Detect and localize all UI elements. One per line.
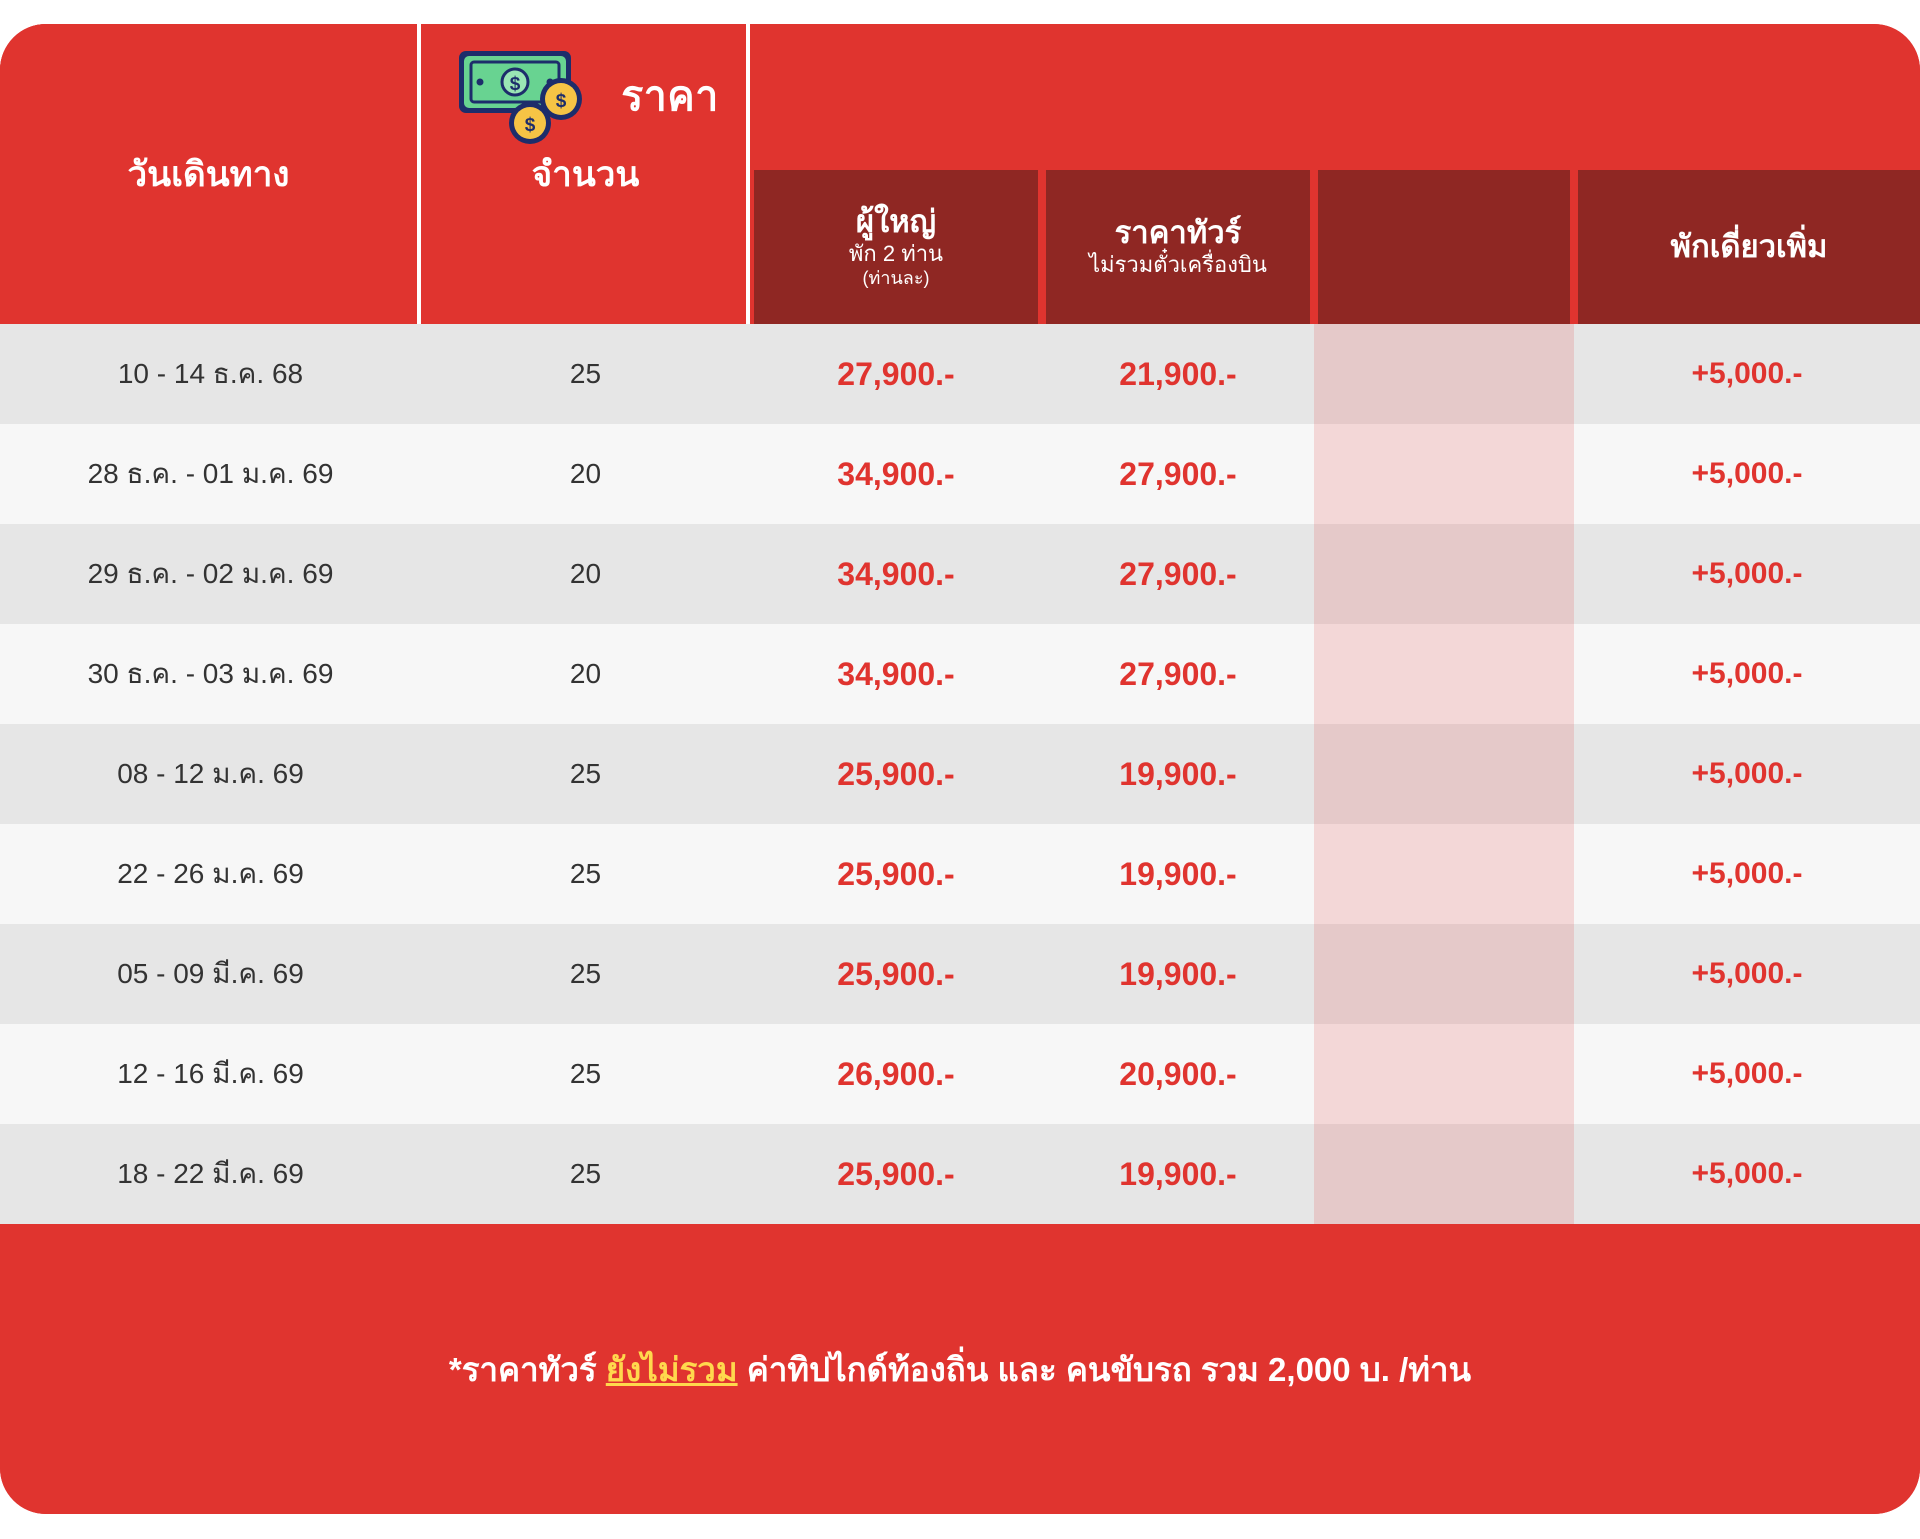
cell-quantity: 25	[569, 1058, 602, 1089]
cell-blank	[1314, 824, 1574, 924]
header-travel-date-label: วันเดินทาง	[127, 154, 290, 194]
cell-travel-date: 05 - 09 มี.ค. 69	[117, 958, 304, 989]
footer-note	[0, 1224, 1920, 1514]
svg-text:$: $	[509, 74, 521, 95]
price-table-card	[0, 24, 1920, 1514]
cell-single-supplement: +5,000.-	[1691, 757, 1803, 790]
cell-travel-date: 18 - 22 มี.ค. 69	[117, 1158, 304, 1189]
header-adult-perperson: (ท่านละ)	[862, 268, 930, 289]
cell-blank	[1314, 1024, 1574, 1124]
table-header	[0, 24, 1920, 324]
cell-single-supplement: +5,000.-	[1691, 657, 1803, 690]
header-single-supplement	[1578, 170, 1920, 324]
header-quantity-label: จำนวน	[531, 154, 640, 194]
cell-travel-date: 22 - 26 ม.ค. 69	[117, 858, 304, 889]
cell-blank	[1314, 924, 1574, 1024]
cell-adult-price: 34,900.-	[837, 455, 955, 492]
table-row	[0, 924, 1920, 1024]
cell-travel-date: 29 ธ.ค. - 02 ม.ค. 69	[87, 558, 334, 589]
table-row	[0, 324, 1920, 424]
cell-blank	[1314, 324, 1574, 424]
cell-tour-price: 19,900.-	[1119, 855, 1237, 892]
cell-adult-price: 25,900.-	[837, 855, 955, 892]
cell-quantity: 20	[569, 658, 602, 689]
cell-travel-date: 28 ธ.ค. - 01 ม.ค. 69	[87, 458, 334, 489]
header-tour-price-sublabel: ไม่รวมตั๋วเครื่องบิน	[1089, 252, 1267, 278]
cell-blank	[1314, 724, 1574, 824]
cell-tour-price: 20,900.-	[1119, 1055, 1237, 1092]
footer-note-suffix: ค่าทิปไกด์ท้องถิ่น และ คนขับรถ รวม 2,000 บ. /ท่าน	[737, 1350, 1472, 1388]
cell-blank	[1314, 424, 1574, 524]
cell-single-supplement: +5,000.-	[1691, 957, 1803, 990]
cell-adult-price: 25,900.-	[837, 1155, 955, 1192]
header-single-supplement-label: พักเดี่ยวเพิ่ม	[1670, 229, 1828, 265]
header-adult-sublabel: พัก 2 ท่าน	[848, 240, 944, 266]
header-blank-column	[1318, 170, 1574, 324]
table-row	[0, 624, 1920, 724]
table-row	[0, 824, 1920, 924]
cell-adult-price: 27,900.-	[837, 355, 955, 392]
table-row	[0, 424, 1920, 524]
cell-quantity: 25	[569, 1158, 602, 1189]
svg-text:$: $	[555, 91, 567, 112]
header-adult-label: ผู้ใหญ่	[855, 204, 937, 240]
svg-text:$: $	[524, 115, 536, 136]
cell-tour-price: 27,900.-	[1119, 655, 1237, 692]
cell-single-supplement: +5,000.-	[1691, 1057, 1803, 1090]
money-icon	[447, 41, 607, 151]
cell-tour-price: 27,900.-	[1119, 555, 1237, 592]
footer-note-prefix: *ราคาทัวร์	[448, 1350, 606, 1388]
cell-tour-price: 27,900.-	[1119, 455, 1237, 492]
table-row	[0, 724, 1920, 824]
header-tour-price-label: ราคาทัวร์	[1114, 215, 1242, 251]
cell-blank	[1314, 1124, 1574, 1224]
table-row	[0, 1124, 1920, 1224]
cell-quantity: 25	[569, 858, 602, 889]
header-travel-date	[0, 24, 421, 324]
table-row	[0, 524, 1920, 624]
cell-adult-price: 26,900.-	[837, 1055, 955, 1092]
cell-tour-price: 21,900.-	[1119, 355, 1237, 392]
cell-quantity: 20	[569, 558, 602, 589]
cell-quantity: 25	[569, 958, 602, 989]
price-table-body	[0, 324, 1920, 1224]
header-adult	[754, 170, 1042, 324]
cell-adult-price: 25,900.-	[837, 755, 955, 792]
cell-travel-date: 10 - 14 ธ.ค. 68	[117, 358, 304, 389]
cell-single-supplement: +5,000.-	[1691, 1157, 1803, 1190]
cell-single-supplement: +5,000.-	[1691, 557, 1803, 590]
cell-blank	[1314, 524, 1574, 624]
table-row	[0, 1024, 1920, 1124]
header-price-group-label: ราคา	[621, 72, 719, 119]
cell-quantity: 25	[569, 758, 602, 789]
footer-note-text	[449, 1343, 1471, 1396]
cell-blank	[1314, 624, 1574, 724]
cell-quantity: 20	[569, 458, 602, 489]
cell-travel-date: 30 ธ.ค. - 03 ม.ค. 69	[87, 658, 334, 689]
cell-travel-date: 08 - 12 ม.ค. 69	[117, 758, 304, 789]
cell-adult-price: 34,900.-	[837, 655, 955, 692]
cell-adult-price: 34,900.-	[837, 555, 955, 592]
cell-single-supplement: +5,000.-	[1691, 457, 1803, 490]
cell-tour-price: 19,900.-	[1119, 1155, 1237, 1192]
footer-note-highlight: ยังไม่รวม	[605, 1350, 738, 1388]
header-tour-price	[1046, 170, 1314, 324]
cell-tour-price: 19,900.-	[1119, 755, 1237, 792]
cell-travel-date: 12 - 16 มี.ค. 69	[117, 1058, 304, 1089]
cell-single-supplement: +5,000.-	[1691, 357, 1803, 390]
cell-adult-price: 25,900.-	[837, 955, 955, 992]
cell-tour-price: 19,900.-	[1119, 955, 1237, 992]
cell-single-supplement: +5,000.-	[1691, 857, 1803, 890]
cell-quantity: 25	[569, 358, 602, 389]
